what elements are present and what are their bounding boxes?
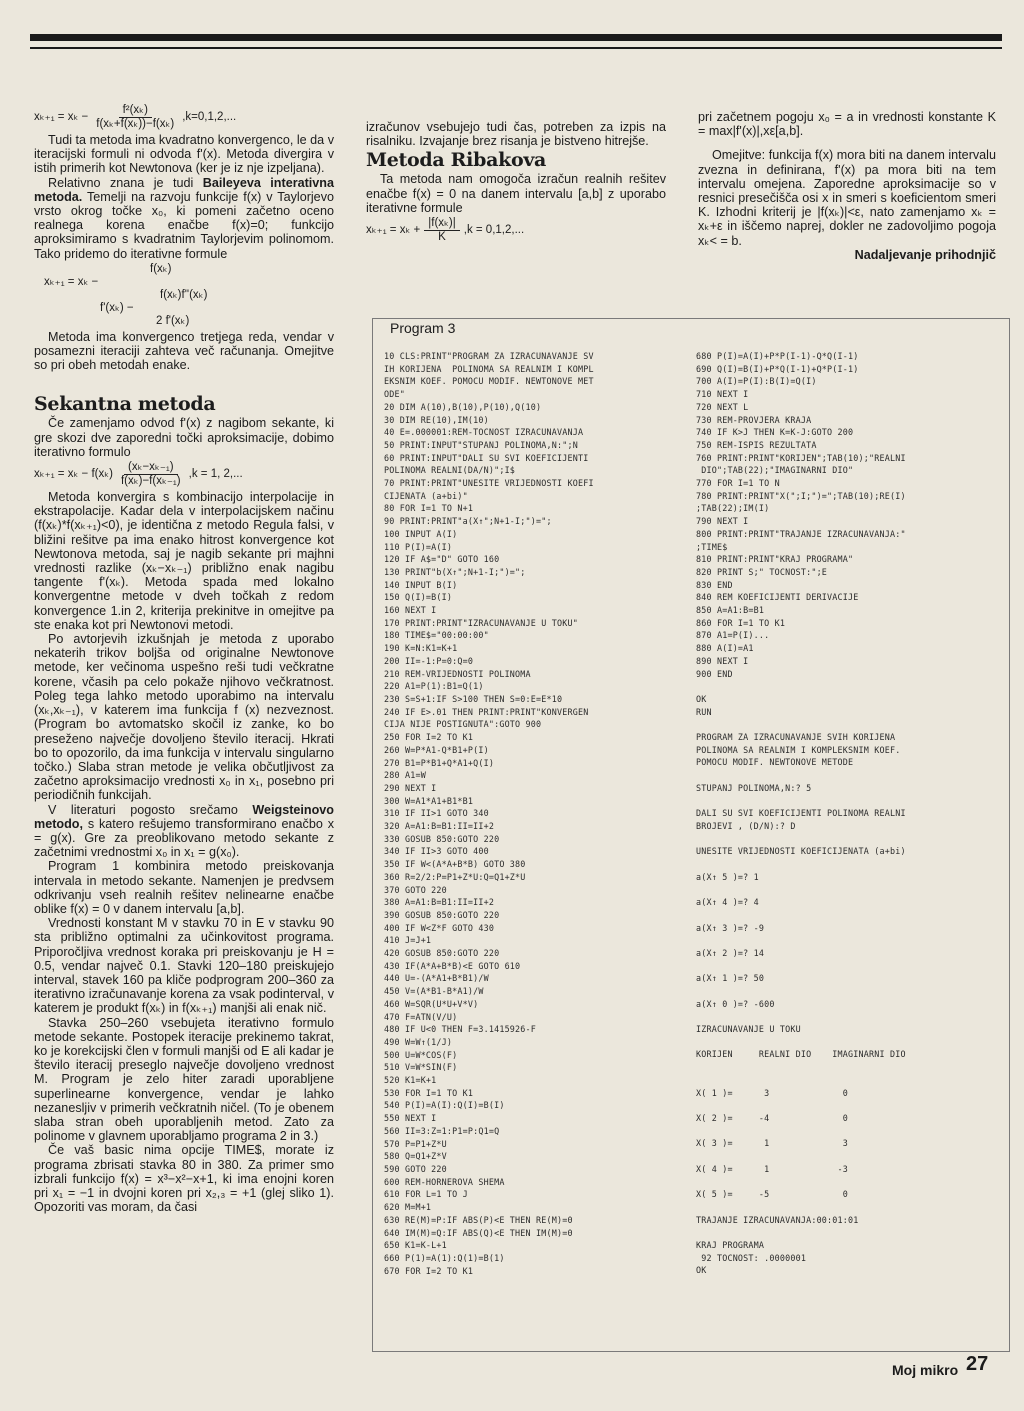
code-line: 80 FOR I=1 TO N+1 [384,503,474,514]
code-line: 420 GOSUB 850:GOTO 220 [384,948,500,959]
code-line: 270 B1=P*B1+Q*A1+Q(I) [384,757,495,768]
code-line: PROGRAM ZA IZRACUNAVANJE SVIH KORIJENA [696,732,896,743]
paragraph: Tudi ta metoda ima kvadratno konvergenco, le da v iteracijski formuli ni odvoda f'(x). Metoda divergira v istih primerih kot Newtonova (ker je iz nje izpeljana). [34,133,334,176]
code-line: 690 Q(I)=B(I)+P*Q(I-1)+Q*P(I-1) [696,363,859,374]
code-line: POLINOMA REALNI(DA/N)";I$ [384,465,516,476]
column-1 [34,102,334,1214]
code-line: X( 4 )= 1 -3 [696,1163,849,1174]
code-line [696,1061,996,1074]
formula-lhs: xₖ₊₁ = xₖ − f(xₖ) [34,468,113,481]
code-line: a(X↑ 1 )=? 50 [696,973,765,984]
code-line: 130 PRINT"b(X↑";N+1-I;")="; [384,566,526,577]
code-line: 570 P=P1+Z*U [384,1138,447,1149]
code-line: 770 FOR I=1 TO N [696,478,780,489]
code-line: 430 IF(A*A+B*B)<E GOTO 610 [384,960,521,971]
code-line: 40 E=.000001:REM-TOCNOST IZRACUNAVANJA [384,427,584,438]
code-line: 650 K1=K-L+1 [384,1240,447,1251]
code-line: a(X↑ 0 )=? -600 [696,998,775,1009]
code-line: 880 A(I)=A1 [696,643,754,654]
paragraph: Program 1 kombinira metodo preiskovanja intervala in metodo sekante. Namenjen je predvsem odkrivanju vseh realnih rešitev nelinearne enačbe oblike f(x) = 0 v danem intervalu [a,b]. [34,859,334,916]
text: V literaturi pogosto srečamo [48,802,253,817]
code-line: BROJEVI , (D/N):? D [696,820,796,831]
paragraph [34,803,334,860]
paragraph: Če vaš basic nima opcije TIME$, morate iz programa zbrisati stavka 80 in 380. Za primer smo izbrali funkcijo f(x) = x³−x²−x+1, ki ima enojni koren pri x₁ = −1 in dvojni koren pri x₂,₃ = +1 (glej sliko 1). Opozoriti vas moram, da časi [34,1143,334,1215]
code-line: 600 REM-HORNEROVA SHEMA [384,1176,505,1187]
formula-tail: ,k=0,1,2,... [182,111,237,123]
code-line: X( 3 )= 1 3 [696,1138,849,1149]
code-line: 560 II=3:Z=1:P1=P:Q1=Q [384,1125,500,1136]
paragraph: Vrednosti konstant M v stavku 70 in E v stavku 90 sta približno optimalni za učinkovitost programa. Priporočljiva vrednost koraka pri preiskovanju je H = 0.5, vendar največ 0.1. Stavki 120–180 preiskujejo interval, stavek 160 pa kliče podprogram 200–360 za iterativno izračunavanje korena za vsak podinterval, v katerem je produkt f(xₖ) in f(xₖ₊₁) manjši ali enak nič. [34,916,334,1016]
code-line: 850 A=A1:B=B1 [696,605,765,616]
code-line: CIJENATA (a+bi)" [384,490,468,501]
code-line: KRAJ PROGRAMA [696,1239,765,1250]
formula-numerator: |f(xₖ)| [424,217,459,231]
code-line [696,1226,996,1239]
code-line: 410 J=J+1 [384,935,432,946]
code-line: 840 REM KOEFICIJENTI DERIVACIJE [696,592,859,603]
code-line: 110 P(I)=A(I) [384,541,453,552]
paragraph: Stavka 250–260 vsebujeta iterativno formulo metode sekante. Postopek iteracije prekinemo takrat, ko je korekcijski člen v formuli manjši od E ali kadar je število iteracij preseglo največje dovoljeno vrednost M. Program je zelo hiter zaradi uporabljene superlinearne konvergence, vendar je lahko nezanesljiv v primerih večkratnih ničel. (To je obenem slaba stran obeh uporabljenih metod. Zato za polinome v glavnem uporabljamo programa 2 in 3.) [34,1015,334,1144]
code-line: 790 NEXT I [696,516,749,527]
text: Temelji na razvoju funkcije f(x) v Taylorjevo vrsto okrog točke x₀, ki pomeni začetno oceno realnega korena enačbe f(x)=0; funkcijo aproksimiramo s kvadratnim Taylorjevim polinomom. Tako pridemo do iterativne formule [34,189,334,261]
code-line: 810 PRINT:PRINT"KRAJ PROGRAMA" [696,554,854,565]
code-line: 760 PRINT:PRINT"KORIJEN";TAB(10);"REALNI [696,452,906,463]
formula-line: f(xₖ) [150,262,172,275]
code-line: 630 RE(M)=P:IF ABS(P)<E THEN RE(M)=0 [384,1214,573,1225]
code-line: 20 DIM A(10),B(10),P(10),Q(10) [384,401,542,412]
formula-numerator: f²(xₖ) [119,104,152,118]
code-line [696,883,996,896]
page-number: 27 [966,1353,989,1375]
code-line [696,1150,996,1163]
code-line [696,1010,996,1023]
code-line: STUPANJ POLINOMA,N:? 5 [696,782,812,793]
text: Relativno znana je tudi [48,175,203,190]
code-line: 140 INPUT B(I) [384,579,458,590]
formula-ribakov [366,217,666,244]
code-line: UNESITE VRIJEDNOSTI KOEFICIJENATA (a+bi) [696,846,906,857]
code-line: a(X↑ 2 )=? 14 [696,947,765,958]
code-line: 210 REM-VRIJEDNOSTI POLINOMA [384,668,531,679]
code-line: 580 Q=Q1+Z*V [384,1151,447,1162]
section-heading: Sekantna metoda [34,393,216,416]
formula-secant [34,461,334,488]
code-line: 320 A=A1:B=B1:II=II+2 [384,821,495,832]
code-line [696,858,996,871]
code-line: a(X↑ 5 )=? 1 [696,871,759,882]
paragraph: Če zamenjamo odvod f'(x) z nagibom sekante, ki gre skozi dve zaporedni točki aproksimacije, dobimo iterativno formulo [34,416,334,459]
paragraph: izračunov vsebujejo tudi čas, potreben za izpis na risalniku. Izvajanje brez risanja je bistveno hitrejše. [366,120,666,149]
code-line [696,833,996,846]
formula-line: f'(xₖ) − [100,301,134,314]
code-line: 10 CLS:PRINT"PROGRAM ZA IZRACUNAVANJE SV [384,351,594,361]
code-line [696,1175,996,1188]
code-line: 710 NEXT I [696,389,749,400]
code-line [696,960,996,973]
code-line: 160 NEXT I [384,605,437,616]
formula-numerator: (xₖ−xₖ₋₁) [124,461,178,475]
code-line: OK [696,693,707,704]
code-line: 440 U=-(A*A1+B*B1)/W [384,973,489,984]
code-line: RUN [696,706,712,717]
code-line: 280 A1=W [384,770,426,781]
code-line: 830 END [696,579,733,590]
code-line [696,795,996,808]
formula-fraction [117,461,185,488]
term-bailey: Baileyeva interativna metoda. [34,175,334,204]
code-line [696,1036,996,1049]
code-line: 220 A1=P(1):B1=Q(1) [384,681,484,692]
code-line: 720 NEXT L [696,401,749,412]
formula-fraction [424,217,459,244]
code-line [696,680,996,693]
formula-tail: ,k = 1, 2,... [188,468,243,481]
code-line: X( 5 )= -5 0 [696,1189,849,1200]
code-line: ;TIME$ [696,541,728,552]
code-line [696,769,996,782]
code-line: OK [696,1265,707,1276]
column-3 [698,110,996,262]
formula-fraction [92,104,178,131]
code-line: 670 FOR I=2 TO K1 [384,1265,474,1276]
code-line: 190 K=N:K1=K+1 [384,643,458,654]
code-line: 30 DIM RE(10),IM(10) [384,414,489,425]
code-line: TRAJANJE IZRACUNAVANJA:00:01:01 [696,1214,859,1225]
code-line: 60 PRINT:INPUT"DALI SU SVI KOEFICIJENTI [384,452,589,463]
code-line: 890 NEXT I [696,655,749,666]
code-line [696,1099,996,1112]
code-line: IZRACUNAVANJE U TOKU [696,1024,801,1035]
code-line: 490 W=W↑(1/J) [384,1036,453,1047]
code-line: 180 TIME$="00:00:00" [384,630,489,641]
code-line [696,1201,996,1214]
code-line: IH KORIJENA POLINOMA SA REALNIM I KOMPL [384,363,594,374]
paragraph: Po avtorjevih izkušnjah je metoda z uporabo nekaterih trikov boljša od originalne Newtonove metode, ker večinoma uspešno reši tudi večkratne korene, včasih pa celo pokaže njihovo večkratnost. Poleg tega lahko metodo uporabimo na intervalu (xₖ,xₖ₋₁), v katerem ima funkcija f (x) nezveznost. (Program bo avtomatsko skočil iz zanke, ko bo preseženo največje dovoljeno število iteracij. Hkrati bo to opozorilo, da ima funkcija v intervalu singularno točko.) Slaba stran metode je velika občutljivost za začetno aproksimacijo vrednosti x₀ in x₁, posebno pri periodičnih funkcijah. [34,632,334,803]
code-line: 900 END [696,668,733,679]
formula-denominator: f(xₖ+f(xₖ))−f(xₖ) [96,118,175,130]
code-line: 400 IF W<Z*F GOTO 430 [384,922,495,933]
code-line: 90 PRINT:PRINT"a(X↑";N+1-I;")="; [384,516,552,527]
code-line: 330 GOSUB 850:GOTO 220 [384,833,500,844]
paragraph: Omejitve: funkcija f(x) mora biti na danem intervalu zvezna in definirana, f'(x) pa mora biti na tem intervalu omejena. Zaporedne aproksimacije so v resnici presečišča osi x in smeri s koeficientom smeri K. Izhodni kriterij je |f(xₖ)|<ε, nato zamenjamo xₖ = xₖ+ε in iščemo naprej, dokler ne zadovoljimo pogoja xₖ< = b. [698,148,996,248]
code-line: 170 PRINT:PRINT"IZRACUNAVANJE U TOKU" [384,617,578,628]
section-heading: Metoda Ribakova [366,149,547,172]
code-line: 660 P(1)=A(1):Q(1)=B(1) [384,1252,505,1263]
code-line: 360 R=2/2:P=P1+Z*U:Q=Q1+Z*U [384,871,526,882]
formula-line: 2 f'(xₖ) [156,314,190,327]
code-line: 50 PRINT:INPUT"STUPANJ POLINOMA,N:";N [384,439,578,450]
code-line: 390 GOSUB 850:GOTO 220 [384,909,500,920]
code-line: 620 M=M+1 [384,1202,432,1213]
formula-bailey [34,263,334,328]
magazine-name: Moj mikro [892,1362,959,1378]
code-line: KORIJEN REALNI DIO IMAGINARNI DIO [696,1049,906,1060]
code-line: POLINOMA SA REALNIM I KOMPLEKSNIM KOEF. [696,744,901,755]
code-line: 480 IF U<0 THEN F=3.1415926-F [384,1024,537,1035]
code-line: 70 PRINT:PRINT"UNESITE VRIJEDNOSTI KOEFI [384,478,594,489]
code-listing-left [384,350,674,1277]
formula-denominator: f(xₖ)−f(xₖ₋₁) [120,475,181,488]
code-line: 230 S=S+1:IF S>100 THEN S=0:E=E*10 [384,693,563,704]
code-listing-right [696,350,996,1277]
code-line: 370 GOTO 220 [384,884,447,895]
code-line: 100 INPUT A(I) [384,528,458,539]
code-line: CIJA NIJE POSTIGNUTA":GOTO 900 [384,719,542,730]
header-rule-thick [30,34,1002,41]
code-line: 750 REM-ISPIS REZULTATA [696,439,817,450]
paragraph: pri začetnem pogoju x₀ = a in vrednosti konstante K = max|f'(x)|,xε[a,b]. [698,110,996,139]
code-line: 680 P(I)=A(I)+P*P(I-1)-Q*Q(I-1) [696,351,859,361]
code-line: 530 FOR I=1 TO K1 [384,1087,474,1098]
code-line: 380 A=A1:B=B1:II=II+2 [384,897,495,908]
code-line: 740 IF K>J THEN K=K-J:GOTO 200 [696,427,854,438]
code-line: 590 GOTO 220 [384,1164,447,1174]
code-line: 700 A(I)=P(I):B(I)=Q(I) [696,376,817,387]
formula-denominator: K [438,231,446,244]
code-line: 500 U=W*COS(F) [384,1049,458,1060]
paragraph: Metoda ima konvergenco tretjega reda, vendar v posamezni iteraciji zahteva več računanja. Omejitve so pri obeh metodah enake. [34,329,334,373]
code-line: 350 IF W<(A*A+B*B) GOTO 380 [384,859,526,870]
code-line: 290 NEXT I [384,782,437,793]
code-line: X( 1 )= 3 0 [696,1087,849,1098]
code-line: 250 FOR I=2 TO K1 [384,732,474,743]
code-line: 340 IF II>3 GOTO 400 [384,846,489,857]
formula-lhs: xₖ₊₁ = xₖ − [34,111,89,123]
code-line: 860 FOR I=1 TO K1 [696,617,786,628]
code-line: 260 W=P*A1-Q*B1+P(I) [384,744,489,755]
code-line [696,1125,996,1138]
code-line: DIO";TAB(22);"IMAGINARNI DIO" [696,465,854,476]
code-line: ;TAB(22);IM(I) [696,503,770,514]
code-line: 200 II=-1:P=0:Q=0 [384,655,474,666]
continued-note: Nadaljevanje prihodnjič [854,247,996,262]
formula-line: f(xₖ)f''(xₖ) [160,288,208,301]
code-line: 92 TOCNOST: .0000001 [696,1252,807,1263]
code-line [696,718,996,731]
code-line: 460 W=SQR(U*U+V*V) [384,998,479,1009]
column-2 [366,120,666,246]
code-line: 540 P(I)=A(I):Q(I)=B(I) [384,1100,505,1111]
code-line: 730 REM-PROVJERA KRAJA [696,414,812,425]
code-line [696,934,996,947]
code-line [696,1074,996,1087]
code-line: POMOCU MODIF. NEWTONOVE METODE [696,757,854,768]
code-line: 300 W=A1*A1+B1*B1 [384,795,474,806]
code-line: 510 V=W*SIN(F) [384,1062,458,1073]
code-line: 550 NEXT I [384,1113,437,1124]
code-line: 240 IF E>.01 THEN PRINT:PRINT"KONVERGEN [384,706,589,717]
code-line: 470 F=ATN(V/U) [384,1011,458,1022]
code-line: 780 PRINT:PRINT"X(";I;")=";TAB(10);RE(I) [696,490,906,501]
code-line: 520 K1=K+1 [384,1075,437,1086]
code-line: 640 IM(M)=Q:IF ABS(Q)<E THEN IM(M)=0 [384,1227,573,1238]
header-rule-thin [30,47,1002,49]
paragraph: Metoda konvergira s kombinacijo interpolacije in ekstrapolacije. Kadar dela v interpolacijskem načinu (f(xₖ)*f(xₖ₊₁)<0), je identična z metodo Regula falsi, v bližini rešitve pa ima enako hitrost konvergence kot Newtonova metoda, saj je nagib sekante pri majhni vrednosti razlike (xₖ−xₖ₋₁) približno enak nagibu tangente f'(xₖ). Metoda spada med lokalno konvergentne metode v dveh točkah z redom konvergence 1.in 2, kriterija prekinitve in omejitve pa ste enaka kot pri Newtonovi metodi. [34,490,334,632]
term-weigstein: Weigsteinovo metodo, [34,802,334,831]
code-line: 120 IF A$="D" GOTO 160 [384,554,500,565]
code-line [696,909,996,922]
text: s katero rešujemo transformirano enačbo x = g(x). Gre za preoblikovano metodo sekante z začetnimi vrednostmi x₀ in x₁ = g(x₀). [34,816,334,860]
code-line: 310 IF II>1 GOTO 340 [384,808,489,819]
code-line: a(X↑ 3 )=? -9 [696,922,765,933]
formula-lhs: xₖ₊₁ = xₖ + [366,224,421,237]
code-line: 610 FOR L=1 TO J [384,1189,468,1200]
code-line: 870 A1=P(I)... [696,630,770,641]
code-line [696,985,996,998]
formula-steffensen [34,104,334,131]
code-line: DALI SU SVI KOEFICIJENTI POLINOMA REALNI [696,808,906,819]
formula-tail: ,k = 0,1,2,... [463,224,525,237]
code-line: 800 PRINT:PRINT"TRAJANJE IZRACUNAVANJA:" [696,528,906,539]
code-line: 820 PRINT S;" TOCNOST:";E [696,566,828,577]
code-line: X( 2 )= -4 0 [696,1112,849,1123]
formula-line: xₖ₊₁ = xₖ − [44,275,99,288]
program-title: Program 3 [390,320,456,336]
code-line: 450 V=(A*B1-B*A1)/W [384,986,484,997]
code-line: 150 Q(I)=B(I) [384,592,453,603]
code-line: ODE" [384,389,405,400]
paragraph: Ta metoda nam omogoča izračun realnih rešitev enačbe f(x) = 0 na danem intervalu [a,b] z uporabo iterativne formule [366,172,666,215]
paragraph [34,176,334,261]
code-line: a(X↑ 4 )=? 4 [696,897,759,908]
code-line: EKSNIM KOEF. POMOCU MODIF. NEWTONOVE MET [384,376,594,387]
